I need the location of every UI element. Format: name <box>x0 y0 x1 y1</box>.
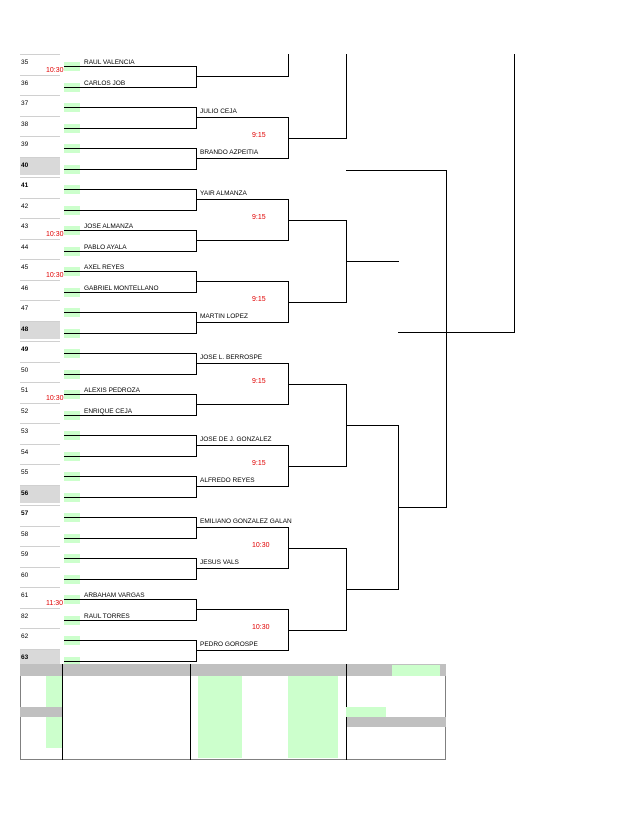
match-time: 10:30 <box>46 231 64 238</box>
match-time: 10:30 <box>252 541 270 549</box>
footer-header-bar <box>20 664 446 676</box>
row-number: 58 <box>20 526 60 544</box>
bracket-line <box>64 517 197 518</box>
row-number: 52 <box>20 403 60 421</box>
row-number: 60 <box>20 567 60 585</box>
second-round-name: YAIR ALMANZA <box>200 190 247 198</box>
bracket-line <box>288 466 347 467</box>
bracket-line <box>64 148 197 149</box>
row-number: 55 <box>20 464 60 482</box>
bracket-line <box>64 169 197 170</box>
bracket-line <box>64 312 197 313</box>
bracket-line <box>64 210 197 211</box>
bracket-line <box>196 363 289 364</box>
match-time: 9:15 <box>252 295 266 303</box>
bracket-line <box>446 170 447 508</box>
row-number: 61 <box>20 587 60 605</box>
bracket-line <box>346 261 399 262</box>
bracket-line <box>64 435 197 436</box>
player-name: CARLOS JOB <box>84 79 126 87</box>
second-round-name: BRANDO AZPEITIA <box>200 149 259 157</box>
row-number: 57 <box>20 505 60 523</box>
bracket-line <box>196 486 289 487</box>
player-name: RAUL VALENCIA <box>84 59 135 66</box>
match-time: 10:30 <box>46 395 64 402</box>
bracket-line <box>398 332 515 333</box>
row-number: 82 <box>20 608 60 626</box>
bracket-line <box>346 54 347 139</box>
player-name: JOSE ALMANZA <box>84 223 134 230</box>
row-number: 50 <box>20 362 60 380</box>
referee-bar <box>346 717 446 727</box>
bracket-line <box>64 620 197 621</box>
match-time: 9:15 <box>252 131 266 139</box>
bracket-line <box>196 609 289 610</box>
bracket-line <box>196 281 289 282</box>
bracket-line <box>288 384 347 385</box>
row-number: 37 <box>20 95 60 113</box>
bracket-line <box>196 650 289 651</box>
match-time: 11:30 <box>46 600 63 607</box>
bracket-line <box>64 415 197 416</box>
row-number: 62 <box>20 628 60 646</box>
bracket-line <box>64 128 197 129</box>
row-number: 41 <box>20 177 60 195</box>
bracket-line <box>196 322 289 323</box>
bracket-line <box>288 220 347 221</box>
bracket-line <box>196 199 289 200</box>
bracket-line <box>64 374 197 375</box>
bracket-line <box>196 158 289 159</box>
row-number: 36 <box>20 75 60 93</box>
bracket-line <box>64 394 197 395</box>
bracket-line <box>398 507 447 508</box>
bracket-line <box>64 230 197 231</box>
green-cell <box>288 676 338 758</box>
bracket-line <box>196 445 289 446</box>
bracket-line <box>196 240 289 241</box>
row-number: 48 <box>20 321 60 339</box>
bracket-line <box>514 54 515 333</box>
green-cell <box>346 707 386 717</box>
bracket-line <box>288 54 289 77</box>
bracket-line <box>196 76 289 77</box>
second-round-name: JULIO CEJA <box>200 108 237 116</box>
row-number: 63 <box>20 649 60 667</box>
row-number: 54 <box>20 444 60 462</box>
bracket-line <box>64 353 197 354</box>
bracket-line <box>64 579 197 580</box>
bracket-line <box>196 117 289 118</box>
row-number: 56 <box>20 485 60 503</box>
green-cell <box>198 676 242 758</box>
match-time: 10:30 <box>252 623 270 631</box>
match-time: 9:15 <box>252 459 266 467</box>
row-number: 51 <box>20 382 60 400</box>
row-number: 42 <box>20 198 60 216</box>
bracket-line <box>64 476 197 477</box>
bracket-line <box>196 527 289 528</box>
row-number: 43 <box>20 218 60 236</box>
match-time: 9:15 <box>252 213 266 221</box>
bracket-line <box>64 189 197 190</box>
bracket-line <box>346 589 399 590</box>
bracket-line <box>64 599 197 600</box>
bracket-line <box>64 271 197 272</box>
bracket-line <box>64 251 197 252</box>
row-number: 44 <box>20 239 60 257</box>
bracket-line <box>196 568 289 569</box>
second-round-name: JESUS VALS <box>200 559 239 567</box>
player-name: ARBAHAM VARGAS <box>84 592 145 599</box>
player-name: ENRIQUE CEJA <box>84 407 133 415</box>
row-number: 35 <box>20 54 60 72</box>
bracket-line <box>64 456 197 457</box>
player-name: AXEL REYES <box>84 264 125 271</box>
row-number: 40 <box>20 157 60 175</box>
bracket-line <box>346 425 399 426</box>
footer-divider <box>190 664 191 760</box>
match-time: 10:30 <box>46 272 64 279</box>
bracket-line <box>64 497 197 498</box>
bracket-line <box>64 538 197 539</box>
bracket-line <box>64 333 197 334</box>
bracket-line <box>288 548 347 549</box>
seed-ranking-bar <box>20 707 62 717</box>
green-cell <box>392 665 440 676</box>
bracket-line <box>288 302 347 303</box>
row-number: 45 <box>20 259 60 277</box>
second-round-name: PEDRO GOROSPE <box>200 641 258 649</box>
second-round-name: MARTIN LOPEZ <box>200 313 248 321</box>
bracket-line <box>64 87 197 88</box>
player-name: GABRIEL MONTELLANO <box>84 284 159 292</box>
bracket-line <box>288 630 347 631</box>
second-round-name: EMILIANO GONZALEZ GALAN <box>200 518 292 526</box>
footer-divider <box>62 664 63 760</box>
second-round-name: JOSE DE J. GONZALEZ <box>200 436 272 444</box>
bracket-line <box>346 170 399 171</box>
bracket-line <box>288 138 347 139</box>
row-number: 59 <box>20 546 60 564</box>
bracket-line <box>64 292 197 293</box>
second-round-name: ALFREDO REYES <box>200 477 255 485</box>
bracket-line <box>64 640 197 641</box>
green-cell <box>46 717 62 748</box>
match-time: 9:15 <box>252 377 266 385</box>
match-time: 10:30 <box>46 67 64 74</box>
bracket-line <box>64 66 197 67</box>
row-number: 38 <box>20 116 60 134</box>
row-number: 53 <box>20 423 60 441</box>
player-name: RAUL TORRES <box>84 612 130 620</box>
row-number: 49 <box>20 341 60 359</box>
row-number: 46 <box>20 280 60 298</box>
player-name: PABLO AYALA <box>84 243 127 251</box>
bracket-line <box>196 404 289 405</box>
row-number: 47 <box>20 300 60 318</box>
row-number: 39 <box>20 136 60 154</box>
bracket-line <box>64 661 197 662</box>
bracket-line <box>398 170 447 171</box>
player-name: ALEXIS PEDROZA <box>84 387 140 394</box>
bracket-line <box>64 107 197 108</box>
bracket-line <box>64 558 197 559</box>
green-cell <box>46 676 62 707</box>
second-round-name: JOSE L. BERROSPE <box>200 354 263 362</box>
